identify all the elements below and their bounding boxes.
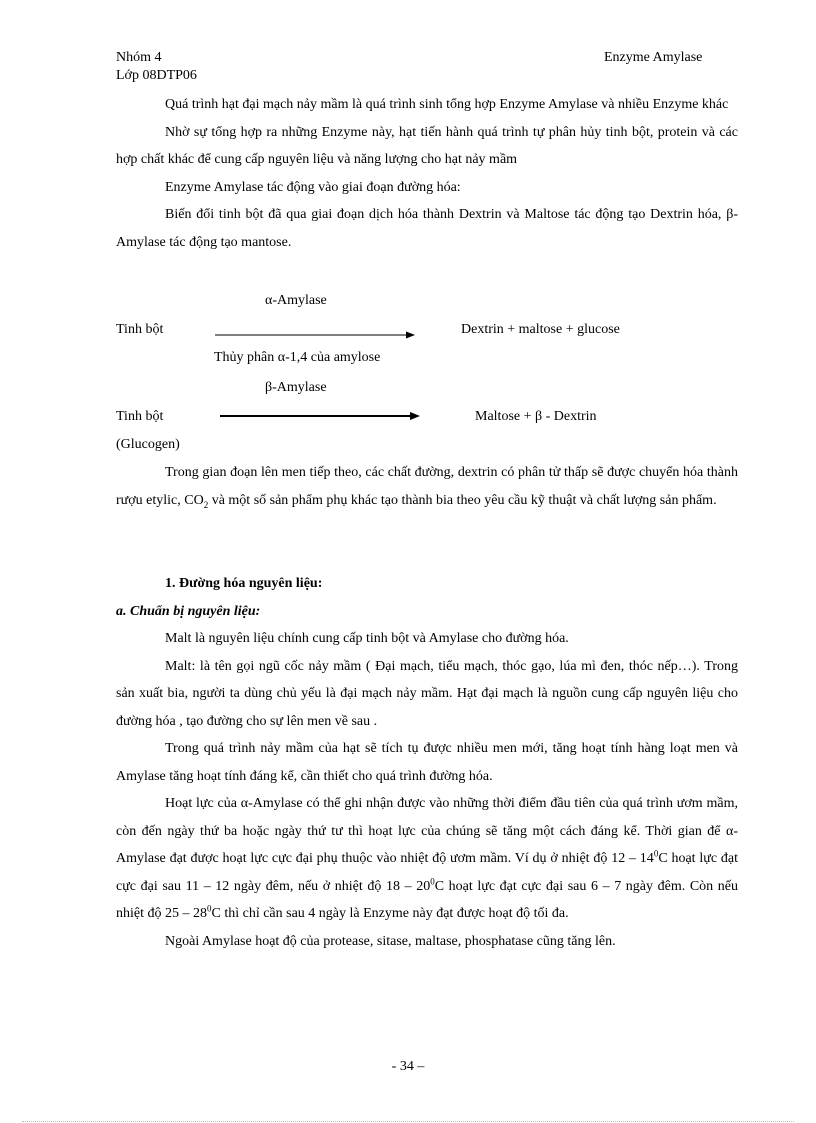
page-number: - 34 –	[391, 1059, 425, 1074]
subsection-heading: a. Chuẩn bị nguyên liệu:	[116, 603, 261, 619]
reaction2-enzyme: β-Amylase	[265, 380, 327, 395]
fermentation-section	[116, 459, 738, 514]
degree-superscript: 0	[430, 875, 435, 886]
paragraph: Nhờ sự tổng hợp ra những Enzyme này, hạt tiến hành quá trình tự phân hủy tinh bột, protein và các hợp chất khác để cung cấp nguyên liệu và năng lượng cho hạt nảy mầm	[116, 124, 738, 167]
reaction1-enzyme: α-Amylase	[265, 293, 327, 308]
p5-text-before: Trong gian đoạn lên men tiếp theo, các chất đường, dextrin có phân tử thấp sẽ được chuyển hóa thành rượu etylic, CO	[116, 465, 738, 508]
reaction1-reactant: Tinh bột	[116, 322, 164, 337]
paragraph	[116, 790, 738, 928]
reaction2-reactant-note: (Glucogen)	[116, 437, 180, 452]
paragraph: Biến đổi tinh bột đã qua giai đoạn dịch hóa thành Dextrin và Maltose tác động tạo Dextrin hóa, β- Amylase tác động tạo mantose.	[116, 207, 738, 250]
section-heading: 1. Đường hóa nguyên liệu:	[165, 576, 323, 591]
p4-text-2: C hoạt lực đạt cực đại sau 11 – 12 ngày đêm, nếu ở nhiệt độ 18 – 20	[116, 851, 738, 894]
degree-superscript: 0	[207, 903, 212, 914]
paragraph: Ngoài Amylase hoạt độ của protease, sitase, maltase, phosphatase cũng tăng lên.	[165, 933, 616, 949]
degree-superscript: 0	[653, 848, 659, 859]
paragraph: Trong quá trình nảy mầm của hạt sẽ tích tụ được nhiều men mới, tăng hoạt tính hàng loạt men và Amylase tăng hoạt tính đáng kể, cần thiết cho quá trình đường hóa.	[116, 741, 738, 784]
paragraph: Malt: là tên gọi ngũ cốc nảy mầm ( Đại mạch, tiểu mạch, thóc gạo, lúa mì đen, thóc nếp…). Trong sản xuất bia, người ta dùng chủ yếu là đại mạch nảy mầm. Hạt đại mạch là nguồn cung cấp nguyên liệu cho đường hóa , tạo đường cho sự lên men về sau .	[116, 658, 738, 729]
header-group-name: Nhóm 4	[116, 50, 162, 65]
p4-text-3: C hoạt lực đạt cực đại sau 6 – 7 ngày đêm. Còn nếu nhiệt độ 25 – 28	[116, 878, 738, 921]
reaction2-arrow	[220, 411, 420, 421]
intro-section	[116, 91, 738, 256]
p5-text-after: và một số sản phẩm phụ khác tạo thành bia theo yêu cầu kỹ thuật và chất lượng sản phẩm.	[208, 492, 717, 508]
reaction1-arrow	[215, 330, 415, 340]
paragraph: Enzyme Amylase tác động vào giai đoạn đường hóa:	[165, 179, 461, 195]
paragraph: Malt là nguyên liệu chính cung cấp tinh bột và Amylase cho đường hóa.	[165, 631, 569, 646]
header-class-name: Lớp 08DTP06	[116, 68, 197, 83]
paragraph	[116, 459, 738, 514]
page-bottom-divider	[22, 1121, 794, 1122]
section-1	[116, 570, 738, 955]
paragraph: Quá trình hạt đại mạch nảy mầm là quá trình sinh tổng hợp Enzyme Amylase và nhiều Enzyme khác	[165, 97, 729, 112]
reaction1-products: Dextrin + maltose + glucose	[461, 322, 620, 337]
p4-text-4: C thì chỉ cần sau 4 ngày là Enzyme này đạt được hoạt độ tối đa.	[211, 906, 569, 921]
p4-text-1: Hoạt lực của α-Amylase có thể ghi nhận được vào những thời điểm đầu tiên của quá trình ươm mầm, còn đến ngày thứ ba hoặc ngày thứ tư thì hoạt lực của chúng sẽ tăng một cách đáng kể. Thời gian để α-Amylase đạt được hoạt lực cực đại phụ thuộc vào nhiệt độ ươm mầm. Ví dụ ở nhiệt độ 12 – 14	[116, 796, 738, 866]
reaction1-condition: Thủy phân α-1,4 của amylose	[214, 350, 381, 365]
header-topic: Enzyme Amylase	[604, 50, 703, 65]
reaction2-reactant: Tinh bột	[116, 409, 164, 424]
reaction2-products: Maltose + β - Dextrin	[475, 409, 597, 424]
p5-subscript: 2	[203, 499, 209, 510]
